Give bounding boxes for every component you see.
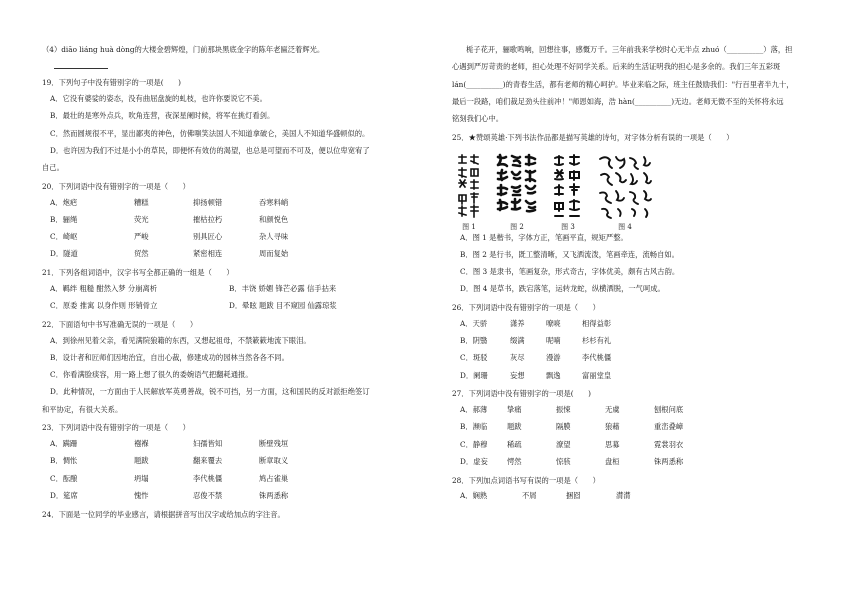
word: C．酝酿 [50,473,78,483]
word: 鸠占雀巢 [259,473,289,483]
q23-option-d[interactable] [50,492,408,501]
q26-stem: 26．下列词语中没有错别字的一项是（ ） [452,303,600,312]
q24-text-line5: 铭刻我们心中。 [452,114,504,123]
calligraphy-image-1 [456,153,482,221]
q26-option-a[interactable] [460,320,818,329]
word: 潇养 [510,318,525,328]
word: 杉杉有礼 [582,336,612,345]
q19-stem: 19．下列句子中没有错别字的一项是( ) [42,78,182,88]
calligraphy-figure-1 [456,153,482,231]
q19-option-c[interactable]: C．然而圆规很不平，显出鄙夷的神色，仿佛嗤笑法国人不知道拿破仑，美国人不知道华盛顿似的。 [50,128,370,138]
word: 襁褓 [134,439,149,448]
q27-option-c[interactable] [460,441,818,450]
word: A．炮疤 [50,197,78,207]
q27-option-b[interactable] [460,423,818,432]
word: 李代桃僵 [193,473,223,483]
word: 稀疏 [507,439,522,449]
word: 漫游 [546,353,561,363]
word: 潸潸 [616,491,631,501]
word: 无虞 [605,405,620,414]
q21-option-a[interactable]: A．羁绊 粗糙 酣然入梦 分崩离析 [50,283,158,293]
word: 愕然 [507,456,522,466]
word: D．阑珊 [460,370,488,380]
calligraphy-image-3 [552,153,584,221]
word: 刨根问底 [654,405,684,414]
figure-caption-2: 图 2 [510,223,524,232]
word: 潦望 [556,439,571,449]
q25-option-a[interactable]: A．图 1 是楷书，字体方正，笔画平直，规矩严整。 [460,232,628,242]
word: 振悚 [556,405,571,414]
word: 李代桃僵 [582,353,612,363]
word: 妄想 [510,370,525,380]
q21-option-c[interactable]: C．原委 推寓 以身作则 形销骨立 [50,301,158,310]
q19-option-b[interactable]: B．最壮的是寒外点兵，吹角连营，夜深星阑时候，将军在挑灯看剑。 [50,111,275,121]
word: 翻来覆去 [193,456,223,466]
q21-option-d[interactable]: D．晕眩 题跋 目不窥园 仙露琼浆 [229,301,337,310]
q25-option-d[interactable]: D．图 4 是草书，跌宕落笔，运转龙蛇，纵横洒脱，一气呵成。 [460,284,665,294]
left-column [42,46,408,526]
q23-option-a[interactable] [50,440,408,449]
word: 和颜悦色 [259,214,289,224]
word: 捆囵 [566,491,581,501]
word: C．崎岖 [50,232,78,241]
q24-text-line4: 最后一段路，咱们裁足劲头往前冲！"师恩如海，浩 hàn(__________)无边。老师无微不至的关怀将永远 [452,96,784,106]
q27-option-a[interactable] [460,406,818,415]
word: 富丽堂皇 [582,370,612,380]
calligraphy-image-2 [494,153,540,221]
word: 缀满 [510,336,525,345]
q24-text-line2: 心遇到严厉苛责的老师，担心处理不好同学关系。后来的生活证明我的担心是多余的。我们三年五彩斑 [452,62,781,72]
q28-option-a[interactable] [460,492,818,501]
q20-option-a[interactable] [50,199,408,208]
q24-text-line3: lán(__________)的青春生活，都有老师的精心呵护。毕业来临之际，班主任鼓励我们："行百里者半九十， [452,79,794,89]
q20-stem: 20．下列词语中没有错别字的一项是（ ） [42,181,190,191]
q27-option-d[interactable] [460,458,818,467]
q26-option-d[interactable] [460,372,818,381]
word: 抑扬顿错 [193,197,223,207]
q21-option-b[interactable]: B．丰饶 娇媚 锋芒必露 信手拈来 [229,283,337,293]
word: 飘逸 [546,370,561,380]
q23-option-b[interactable] [50,457,408,466]
q20-option-d[interactable] [50,250,408,259]
word: 惊骇 [556,456,571,466]
q21-row-cd [50,302,408,311]
word: 重峦叠嶂 [654,422,684,432]
q22-option-d[interactable]: D．此种情况，一方面由于人民解放军英勇善战，锐不可挡，另一方面，这和国民的反对派拒绝签订 [50,387,370,397]
word: 题跋 [134,456,149,466]
q23-stem: 23．下列词语中没有错别字的一项是（ ） [42,423,190,433]
q25-stem: 25．★赞颂英雄·下列书法作品都是描写英雄的诗句，对字体分析有误的一项是（ ） [452,132,734,142]
word: B．阴翳 [460,336,488,345]
word: 糟糕 [134,197,149,207]
word: C．斑驳 [460,353,488,363]
q25-option-b[interactable]: B．图 2 是行书，既工整清晰，又飞洒流泼，笔画牵连，流畅自如。 [460,249,679,259]
q22-option-d-cont: 和平协定，有很大关系。 [42,404,123,414]
word: 题跋 [507,422,522,432]
word: 思募 [605,439,620,449]
calligraphy-figures [456,150,818,232]
word: B．惆怅 [50,456,78,466]
figure-caption-3: 图 3 [561,223,575,232]
word: B．骊绳 [50,214,78,224]
word: 吞寒料峭 [259,197,289,207]
q24-stem: 24．下面是一位同学的毕业感言，请根据拼音写出汉字或给加点的字注音。 [42,509,285,519]
q24-text-line1: 栀子花开，骊歌鸣响，回想往事，感慨万千。三年前我来学校时心无半点 zhuó（__________）落，担 [466,45,793,54]
word: 相得益彰 [582,318,612,328]
q22-option-a[interactable]: A．到徐州见着父亲，看见满院狼籍的东西，又想起祖母，不禁簌簌地流下眼泪。 [50,335,311,345]
figure-caption-1: 图 1 [462,223,476,232]
q26-option-c[interactable] [460,354,818,363]
q28-stem: 28．下列加点词语书写有误的一项是（ ） [452,475,600,485]
q20-option-b[interactable] [50,216,408,225]
q22-option-b[interactable]: B．设计者和匠师们因地治宜，自出心裁，修建成功的园林当然各各不同。 [50,352,289,362]
word: 愧怍 [134,490,149,500]
calligraphy-figure-4 [596,153,654,231]
word: 呢喃 [546,336,561,345]
word: 嘹喨 [546,318,561,328]
figure-caption-4: 图 4 [618,223,632,232]
word: 灰尽 [510,353,525,363]
q21-row-ab [50,285,408,294]
word: 挚痛 [507,405,522,414]
word: 狼藉 [605,422,620,432]
word: 隔膜 [556,422,571,432]
calligraphy-figure-2 [494,153,540,231]
q27-stem: 27．下列词语中没有错别字的一项是( ) [452,389,592,399]
word: 断章取义 [259,456,289,466]
word: D．虚妄 [460,456,488,466]
word: 摧枯拉朽 [193,214,223,224]
word: A．郝薄 [460,405,488,414]
q-pinyin-4: （4）diāo liáng huà dòng的大楼金碧辉煌，门前那块黑底金字的陈年老匾泛着辉光。 [42,45,325,54]
q19-option-d[interactable]: D．也许因为我们不过是小小的草民，即便怀有效仿的渴望，也总是可望而不可及，便以位卑宽宥了 [50,145,370,155]
word: 铢两悉称 [654,456,684,466]
q23-option-c[interactable] [50,475,408,484]
word: 杂人寻味 [259,232,289,241]
word: 严峻 [134,232,149,241]
word: 周而复始 [259,249,289,259]
word: 贸然 [134,249,149,259]
word: 妇孺皆知 [193,439,223,448]
word: 霓裳羽衣 [654,439,684,449]
word: 紧密相连 [193,249,223,259]
word: A．天骄 [460,318,488,328]
word: B．濒临 [460,422,488,432]
word: D．筵席 [50,490,78,500]
word: A．娴熟 [460,491,488,501]
word: 坍塌 [134,473,149,483]
word: A．蹒跚 [50,439,78,448]
q19-option-a[interactable]: A．它没有婆娑的姿态，没有曲屈盘旋的虬枝，也许你要说它不美。 [50,94,267,103]
q22-stem: 22．下面语句中书写准确无误的一项是（ ） [42,319,198,329]
word: 铢两悉称 [259,490,289,500]
answer-blank[interactable] [54,60,408,69]
q20-option-c[interactable] [50,233,408,242]
calligraphy-figure-3 [552,153,584,231]
word: 荧光 [134,214,149,224]
word: 别具匠心 [193,232,223,241]
q25-option-c[interactable]: C．图 3 是隶书，笔画复杂，形式奇古，字体优美，颇有古风古韵。 [460,267,680,276]
q19-option-d-cont: 自己。 [42,163,64,172]
q26-option-b[interactable] [460,337,818,346]
word: C．静穆 [460,439,488,449]
q21-stem: 21．下列各组词语中，汉字书写全都正确的一组是（ ） [42,268,234,277]
word: 盘桓 [605,456,620,466]
word: 不屑 [522,491,537,501]
word: 忍俊不禁 [193,490,223,500]
q22-option-c[interactable]: C．你看满脸痰容，用一路上想了很久的委婉语气把翻耗通报。 [50,370,253,379]
right-column [452,46,818,509]
word: 断壁残垣 [259,439,289,448]
word: D．隧道 [50,249,78,259]
calligraphy-image-4 [596,153,654,221]
